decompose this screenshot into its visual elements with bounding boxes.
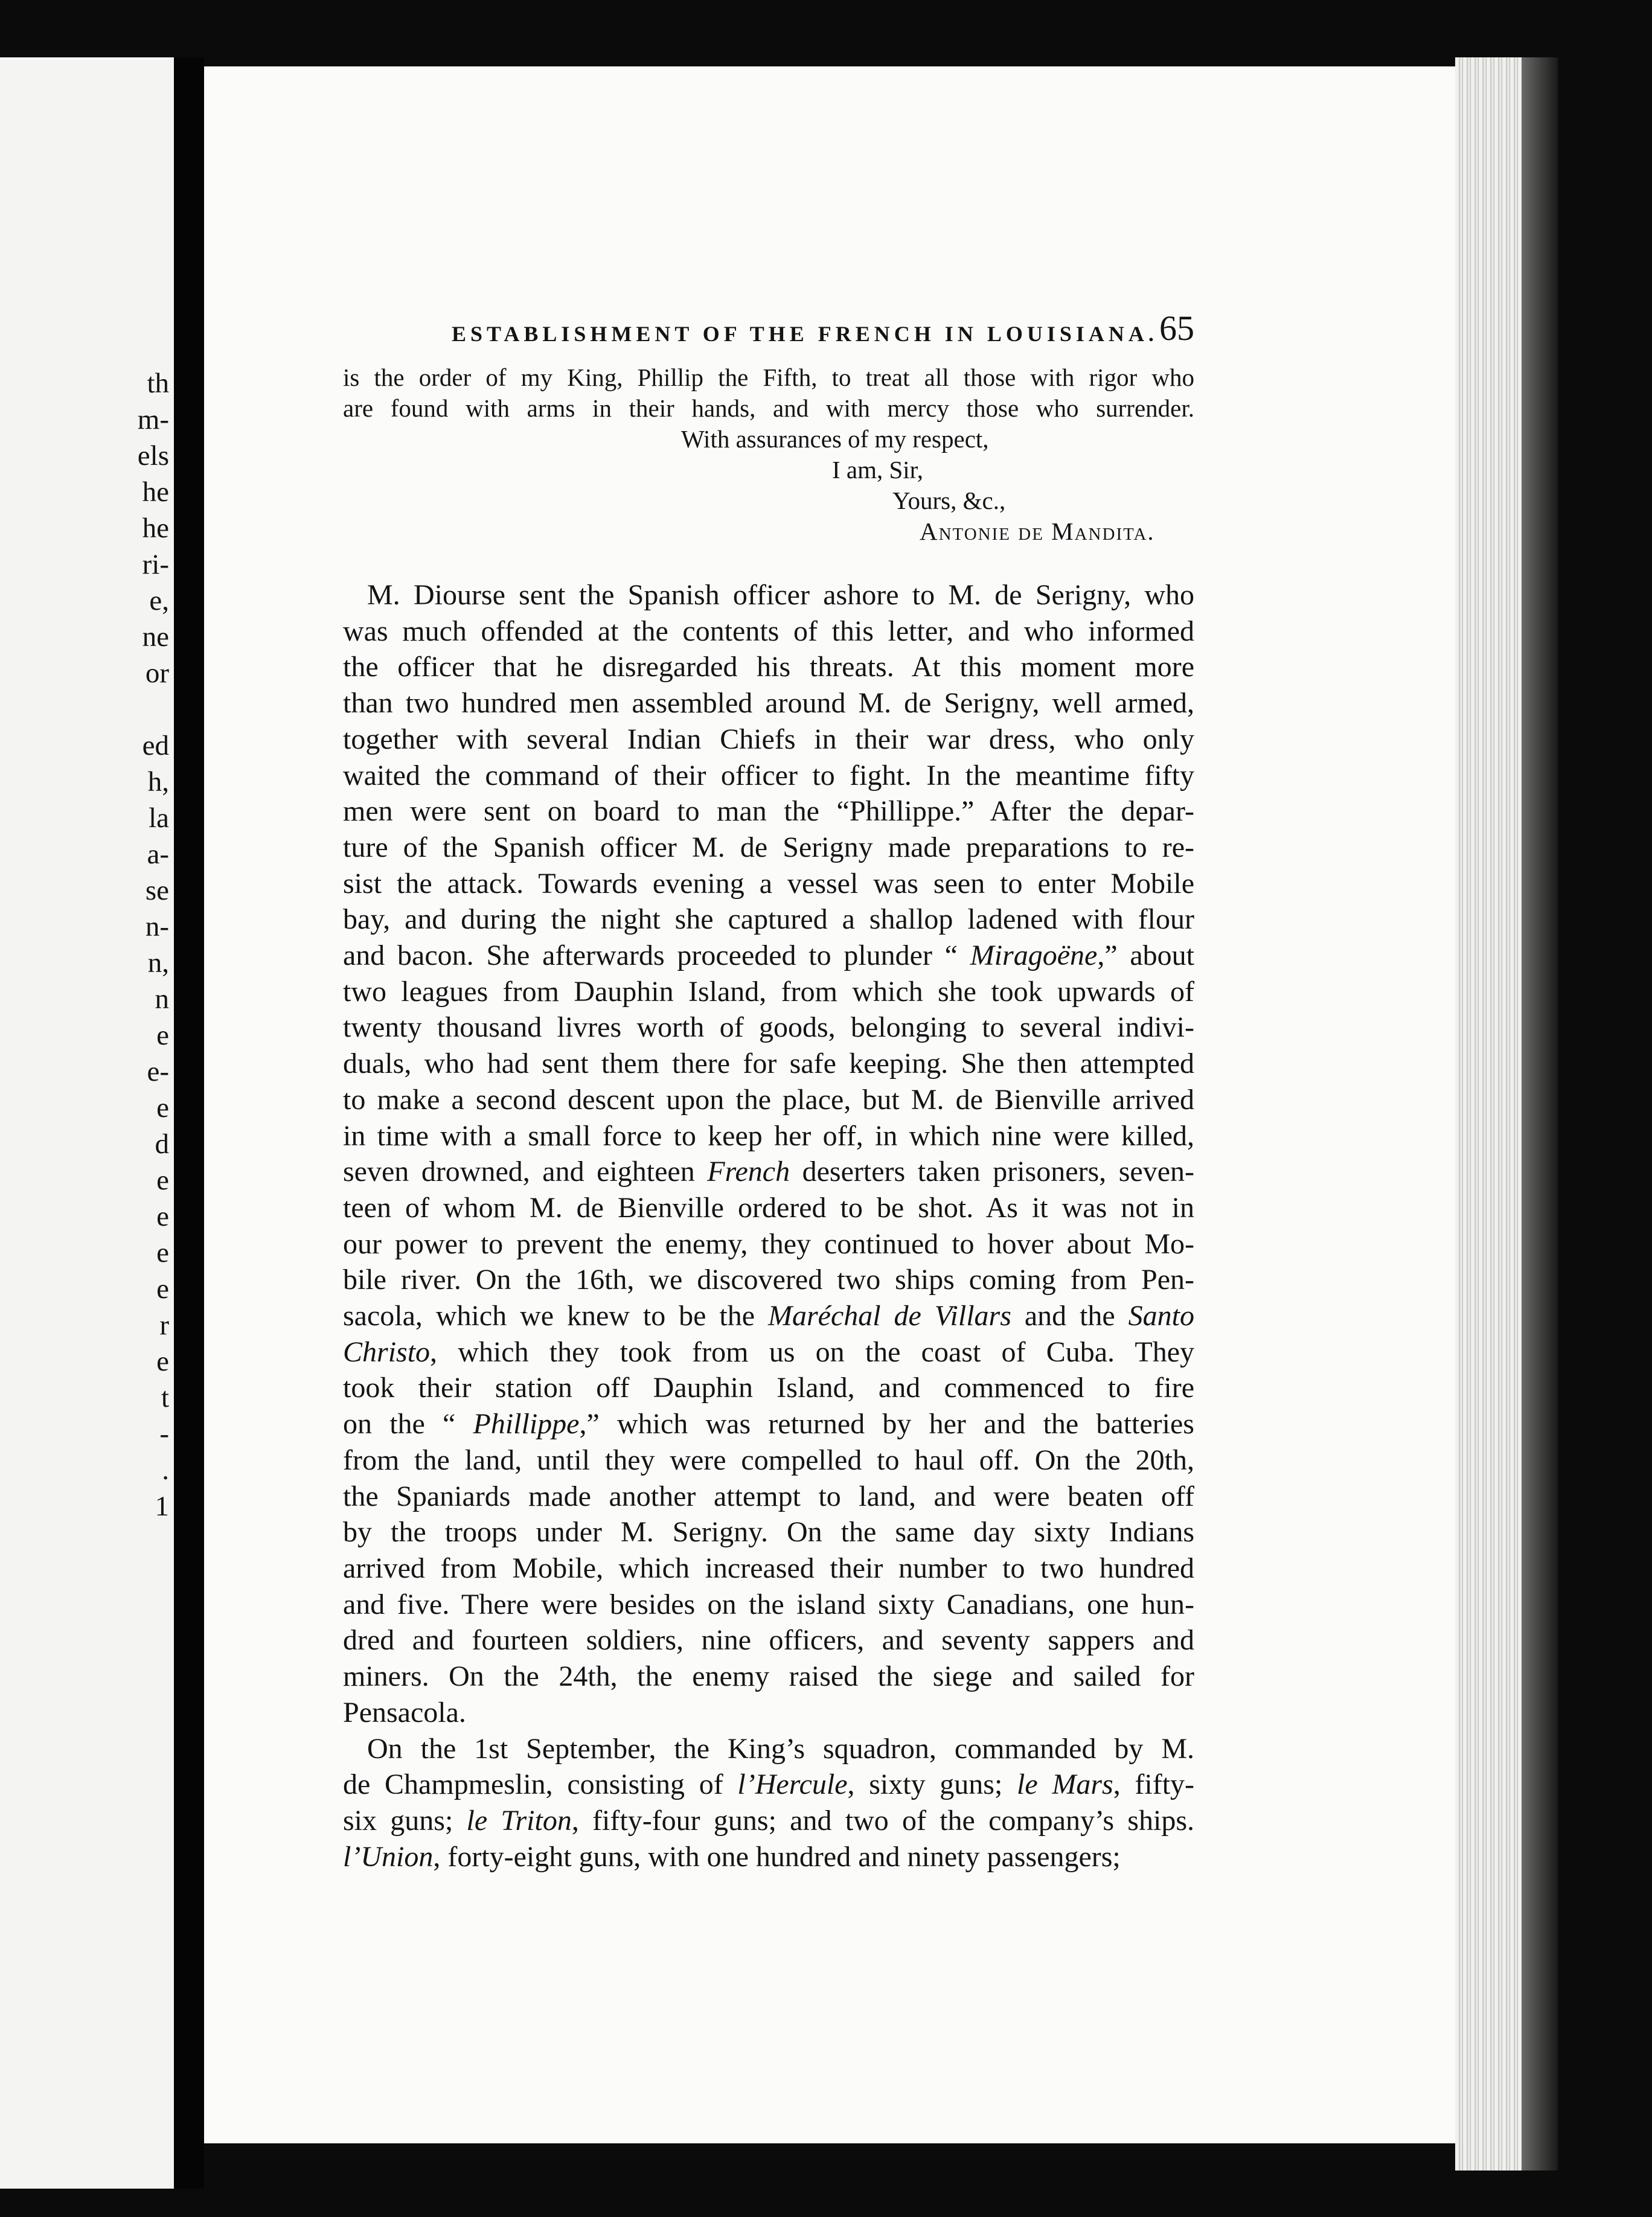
text-line: bay, and during the night she captured a shallop ladened with flour xyxy=(343,903,1194,936)
text-line: on the “ Phillippe,” which was returned by her and the batteries xyxy=(343,1408,1194,1441)
left-fragment: se xyxy=(145,875,169,906)
text-line: seven drowned, and eighteen French deserters taken prisoners, seven- xyxy=(343,1156,1194,1188)
text-line: sacola, which we knew to be the Maréchal de Villars and the Santo xyxy=(343,1300,1194,1332)
text-line: from the land, until they were compelled to haul off. On the 20th, xyxy=(343,1444,1194,1476)
left-fragment: e xyxy=(156,1346,169,1377)
letter-line: is the order of my King, Phillip the Fifth, to treat all those with rigor who xyxy=(343,363,1194,391)
text-line: twenty thousand livres worth of goods, belonging to several indivi- xyxy=(343,1011,1194,1044)
text-line: in time with a small force to keep her off, in which nine were killed, xyxy=(343,1119,1194,1152)
letter-salutation: I am, Sir, xyxy=(832,456,923,484)
left-fragment: a- xyxy=(147,839,169,870)
text-line: took their station off Dauphin Island, and commenced to fire xyxy=(343,1372,1194,1404)
text-line: to make a second descent upon the place, but M. de Bienville arrived xyxy=(343,1083,1194,1116)
left-fragment: e, xyxy=(149,585,169,616)
left-fragment: . xyxy=(162,1454,169,1486)
book-edge-shadow xyxy=(1522,57,1558,2171)
text-line: together with several Indian Chiefs in their war dress, who only xyxy=(343,723,1194,755)
left-fragment: e xyxy=(156,1237,169,1268)
text-line: by the troops under M. Serigny. On the same day sixty Indians xyxy=(343,1516,1194,1549)
text-line: was much offended at the contents of this letter, and who informed xyxy=(343,615,1194,647)
letter-assurance: With assurances of my respect, xyxy=(681,425,989,453)
left-fragment: e xyxy=(156,1165,169,1196)
left-fragment: t xyxy=(161,1382,169,1413)
paragraph-siege xyxy=(343,577,1194,1731)
running-header-title: ESTABLISHMENT OF THE FRENCH IN LOUISIANA. xyxy=(452,322,1158,346)
text-line: Christo, which they took from us on the coast of Cuba. They xyxy=(343,1336,1194,1368)
paragraph-squadron xyxy=(343,1731,1194,1875)
text-line: M. Diourse sent the Spanish officer ashore to M. de Serigny, who xyxy=(367,579,1194,611)
left-fragment: he xyxy=(142,513,169,544)
left-fragment: n, xyxy=(147,947,169,979)
text-line: ture of the Spanish officer M. de Serigny made preparations to re- xyxy=(343,831,1194,863)
left-page-text-fragments xyxy=(0,365,174,1524)
text-line: the officer that he disregarded his threats. At this moment more xyxy=(343,651,1194,683)
left-fragment: ed xyxy=(142,730,169,761)
left-fragment: n- xyxy=(145,911,169,942)
left-fragment: th xyxy=(147,368,169,399)
text-line: dred and fourteen soldiers, nine officers, and seventy sappers and xyxy=(343,1624,1194,1657)
left-fragment: 1 xyxy=(155,1491,169,1522)
letter-line: are found with arms in their hands, and with mercy those who surrender. xyxy=(343,394,1194,422)
text-line: six guns; le Triton, fifty-four guns; and two of the company’s ships. xyxy=(343,1804,1195,1837)
text-line: and five. There were besides on the island sixty Canadians, one hun- xyxy=(343,1588,1194,1620)
text-line: bile river. On the 16th, we discovered two ships coming from Pen- xyxy=(343,1264,1194,1296)
book-gutter xyxy=(174,57,204,2189)
text-line: men were sent on board to man the “Phillippe.” After the depar- xyxy=(343,795,1194,828)
text-line: Pensacola. xyxy=(343,1696,466,1729)
left-fragment: n xyxy=(155,984,169,1015)
left-fragment: la xyxy=(149,802,169,834)
text-line: our power to prevent the enemy, they continued to hover about Mo- xyxy=(343,1227,1194,1260)
text-line: l’Union, forty-eight guns, with one hundred and ninety passengers; xyxy=(343,1840,1121,1873)
left-fragment: e xyxy=(156,1020,169,1051)
left-fragment: e xyxy=(156,1273,169,1305)
text-line: and bacon. She afterwards proceeded to plunder “ Miragoëne,” about xyxy=(343,939,1194,972)
letter-valediction: Yours, &c., xyxy=(892,487,1006,514)
left-fragment: or xyxy=(145,657,169,689)
letter-closing xyxy=(343,424,1194,547)
text-line: the Spaniards made another attempt to land, and were beaten off xyxy=(343,1480,1194,1512)
left-fragment: ri- xyxy=(142,549,169,580)
page-content xyxy=(343,308,1194,1875)
text-line: than two hundred men assembled around M. de Serigny, well armed, xyxy=(343,687,1194,720)
book-page xyxy=(204,66,1461,2143)
letter-signature: Antonie de Mandita. xyxy=(920,517,1155,545)
left-fragment: - xyxy=(159,1418,169,1450)
text-line: two leagues from Dauphin Island, from which she took upwards of xyxy=(343,975,1194,1008)
left-fragment: els xyxy=(137,440,169,472)
left-fragment: he xyxy=(142,476,169,508)
left-fragment: e xyxy=(156,1201,169,1232)
text-line: miners. On the 24th, the enemy raised the siege and sailed for xyxy=(343,1660,1194,1693)
page-number: 65 xyxy=(1159,309,1194,348)
left-fragment xyxy=(0,691,174,728)
left-fragment: e- xyxy=(147,1056,169,1087)
text-line: duals, who had sent them there for safe keeping. She then attempted xyxy=(343,1048,1194,1080)
text-line: sist the attack. Towards evening a vessel was seen to enter Mobile xyxy=(343,867,1194,900)
letter-excerpt xyxy=(343,362,1194,547)
page-edges xyxy=(1455,57,1522,2171)
left-fragment: d xyxy=(155,1128,169,1160)
text-line: On the 1st September, the King’s squadron, commanded by M. xyxy=(367,1732,1194,1765)
left-fragment: m- xyxy=(137,404,169,435)
left-fragment: ne xyxy=(142,621,169,653)
text-line: waited the command of their officer to fight. In the meantime fifty xyxy=(343,759,1194,792)
left-fragment: r xyxy=(159,1310,169,1341)
left-facing-page xyxy=(0,57,174,2189)
text-line: teen of whom M. de Bienville ordered to be shot. As it was not in xyxy=(343,1191,1194,1224)
text-line: de Champmeslin, consisting of l’Hercule, sixty guns; le Mars, fifty- xyxy=(343,1768,1195,1801)
left-fragment: e xyxy=(156,1092,169,1124)
text-line: arrived from Mobile, which increased their number to two hundred xyxy=(343,1552,1194,1584)
running-header xyxy=(343,308,1194,350)
left-fragment: h, xyxy=(147,766,169,798)
